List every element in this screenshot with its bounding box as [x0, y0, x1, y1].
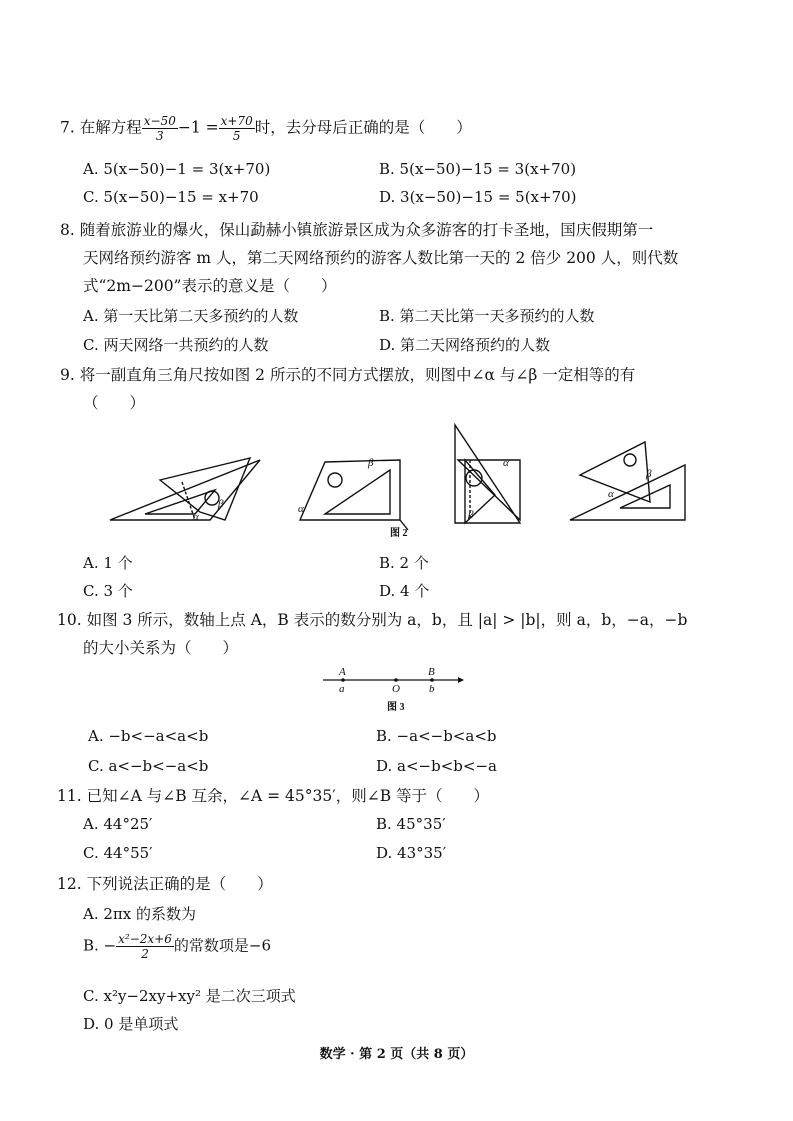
option-d[interactable]: D. 3(x−50)−15 = 5(x+70) [379, 188, 577, 206]
point-a-label: A [339, 666, 346, 678]
question-8-line-3: 式“2m−200”表示的意义是（ ） [83, 277, 337, 295]
question-text-line-1: 将一副直角三角尺按如图 2 所示的不同方式摆放，则图中∠α 与∠β 一定相等的有 [79, 366, 636, 384]
question-text-line-1: 如图 3 所示，数轴上点 A，B 表示的数分别为 a，b，且 |a| > |b|，则 a，b，−a，−b [86, 611, 688, 629]
question-number: 12. [57, 875, 82, 893]
subfigure-2 [298, 457, 408, 539]
fraction-2 [219, 114, 255, 143]
fraction-denominator: 2 [141, 947, 149, 961]
subfigure-4 [570, 442, 685, 520]
option-d[interactable]: D. 43°35′ [376, 844, 447, 862]
alpha-label: α [503, 457, 509, 469]
question-8-line-2: 天网络预约游客 m 人，第二天网络预约的游客人数比第一天的 2 倍少 200 人，则代数 [83, 249, 679, 267]
point-b-label: B [428, 666, 435, 678]
option-b-fraction [116, 932, 174, 961]
figure-3-number-line [318, 664, 488, 714]
question-text-line-1: 下列说法正确的是（ ） [86, 875, 273, 893]
question-12 [57, 873, 273, 895]
option-a[interactable]: A. 44°25′ [83, 815, 153, 833]
option-d[interactable]: D. 0 是单项式 [83, 1015, 179, 1033]
option-b[interactable] [83, 932, 271, 961]
question-9 [60, 364, 635, 386]
beta-label: β [218, 498, 224, 510]
option-a[interactable]: A. −b<−a<a<b [88, 727, 209, 745]
option-c[interactable]: C. 3 个 [83, 582, 133, 600]
question-text-line-1: 已知∠A 与∠B 互余，∠A = 45°35′，则∠B 等于（ ） [86, 787, 490, 805]
option-c[interactable]: C. 44°55′ [83, 844, 153, 862]
option-b-prefix: B. − [83, 936, 117, 955]
option-c[interactable]: C. 两天网络一共预约的人数 [83, 336, 269, 354]
option-c[interactable]: C. x²y−2xy+xy² 是二次三项式 [83, 987, 296, 1005]
option-d[interactable]: D. a<−b<b<−a [376, 757, 497, 775]
option-c[interactable]: C. a<−b<−a<b [88, 757, 209, 775]
option-a[interactable]: A. 5(x−50)−1 = 3(x+70) [83, 160, 271, 178]
subfigure-3 [455, 425, 520, 523]
value-b-label: b [429, 683, 435, 695]
option-a[interactable]: A. 2πx 的系数为 [83, 905, 196, 923]
beta-label: β [368, 457, 374, 469]
option-b[interactable]: B. 45°35′ [376, 815, 446, 833]
option-b[interactable]: B. 5(x−50)−15 = 3(x+70) [379, 160, 577, 178]
figure-caption: 图 3 [387, 702, 405, 713]
question-8 [60, 219, 653, 241]
question-9-line-2: （ ） [83, 394, 146, 412]
question-10 [57, 609, 687, 631]
fraction-numerator: x²−2x+6 [118, 932, 172, 946]
fraction-denominator: 3 [155, 129, 164, 143]
value-a-label: a [339, 683, 345, 695]
option-d[interactable]: D. 4 个 [379, 582, 430, 600]
alpha-label: α [298, 503, 304, 515]
option-a[interactable]: A. 1 个 [83, 554, 133, 572]
question-number: 11. [57, 787, 82, 805]
option-b[interactable]: B. 2 个 [379, 554, 429, 572]
alpha-label: α [608, 488, 614, 500]
question-number: 8. [60, 221, 75, 239]
question-text-tail: 时，去分母后正确的是（ ） [254, 118, 472, 137]
origin-label: O [392, 683, 400, 695]
subfigure-1 [110, 458, 260, 523]
option-d[interactable]: D. 第二天网络预约的人数 [379, 336, 551, 354]
fraction-denominator: 5 [232, 129, 241, 143]
question-11 [57, 785, 489, 807]
figure-caption: 图 2 [390, 528, 408, 539]
question-7 [60, 114, 472, 143]
equation-middle: −1 = [177, 118, 219, 137]
option-b[interactable]: B. −a<−b<a<b [376, 727, 497, 745]
page-footer: 数学 · 第 2 页（共 8 页） [319, 1047, 474, 1062]
fraction-numerator: x−50 [143, 114, 176, 128]
question-number: 7. [60, 118, 75, 137]
fraction-1 [142, 114, 178, 143]
question-text-line-1: 随着旅游业的爆火，保山勐赫小镇旅游景区成为众多游客的打卡圣地，国庆假期第一 [79, 221, 654, 239]
beta-label: β [646, 468, 652, 480]
option-b-suffix: 的常数项是−6 [173, 936, 271, 955]
option-b[interactable]: B. 第二天比第一天多预约的人数 [379, 307, 595, 325]
question-10-line-2: 的大小关系为（ ） [83, 639, 239, 657]
option-a[interactable]: A. 第一天比第二天多预约的人数 [83, 307, 299, 325]
option-c[interactable]: C. 5(x−50)−15 = x+70 [83, 188, 259, 206]
alpha-label: α [193, 511, 199, 523]
question-number: 9. [60, 366, 75, 384]
question-number: 10. [57, 611, 82, 629]
figure-2-triangles [100, 420, 720, 550]
fraction-numerator: x+70 [220, 114, 253, 128]
question-text: 在解方程 [79, 118, 142, 137]
beta-label: β [468, 509, 474, 521]
